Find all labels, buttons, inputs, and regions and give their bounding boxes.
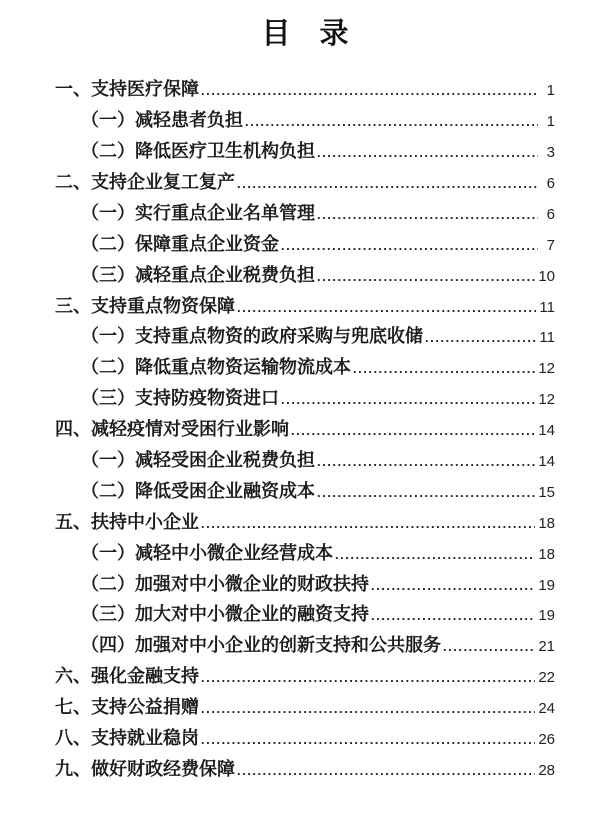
- dot-leader: [281, 238, 538, 253]
- toc-entry[interactable]: [55, 137, 555, 168]
- toc-entry-page: 6: [546, 205, 555, 223]
- toc-entry-page: 18: [538, 545, 555, 563]
- toc-entry[interactable]: [55, 755, 555, 786]
- toc-entry-label: （一）减轻患者负担: [81, 110, 243, 131]
- toc-entry-label: （三）减轻重点企业税费负担: [81, 264, 315, 285]
- toc-entry-page: 14: [538, 453, 555, 471]
- toc-entry[interactable]: [55, 199, 555, 230]
- toc-entry[interactable]: [55, 600, 555, 631]
- toc-entry-label: 一、支持医疗保障: [55, 79, 199, 100]
- dot-leader: [201, 83, 538, 98]
- toc-entry-page: 19: [538, 576, 555, 594]
- toc-entry[interactable]: [55, 353, 555, 384]
- toc-entry[interactable]: [55, 75, 555, 106]
- toc-entry-page: 12: [538, 360, 555, 378]
- toc-entry-page: 1: [546, 82, 555, 100]
- dot-leader: [317, 454, 535, 469]
- dot-leader: [353, 361, 535, 376]
- toc-entry-page: 26: [538, 731, 555, 749]
- toc-entry-page: 14: [538, 422, 555, 440]
- toc-entry[interactable]: [55, 477, 555, 508]
- toc-entry[interactable]: [55, 508, 555, 539]
- toc-entry-label: 八、支持就业稳岗: [55, 728, 199, 749]
- toc-entry[interactable]: [55, 106, 555, 137]
- toc-entry-label: （一）减轻受困企业税费负担: [81, 450, 315, 471]
- dot-leader: [245, 114, 538, 129]
- toc-entry-label: 七、支持公益捐赠: [55, 697, 199, 718]
- toc-entry-label: （三）加大对中小微企业的融资支持: [81, 604, 369, 625]
- dot-leader: [201, 701, 535, 716]
- toc-entry-page: 22: [538, 669, 555, 687]
- dot-leader: [371, 578, 535, 593]
- toc-entry-page: 19: [538, 607, 555, 625]
- toc-entry-label: 三、支持重点物资保障: [55, 295, 235, 316]
- dot-leader: [335, 547, 535, 562]
- toc-entry[interactable]: [55, 322, 555, 353]
- toc-entry-page: 24: [538, 700, 555, 718]
- dot-leader: [281, 392, 535, 407]
- toc-entry-label: （二）降低医疗卫生机构负担: [81, 141, 315, 162]
- toc-entry-label: （一）减轻中小微企业经营成本: [81, 542, 333, 563]
- dot-leader: [201, 732, 535, 747]
- dot-leader: [237, 300, 536, 315]
- toc-entry[interactable]: [55, 261, 555, 292]
- toc-entry-label: （二）保障重点企业资金: [81, 233, 279, 254]
- dot-leader: [317, 269, 535, 284]
- toc-entry[interactable]: [55, 168, 555, 199]
- dot-leader: [425, 330, 536, 345]
- toc-entry[interactable]: [55, 693, 555, 724]
- dot-leader: [237, 763, 535, 778]
- toc-entry[interactable]: [55, 724, 555, 755]
- page-title: 目 录: [261, 18, 349, 50]
- dot-leader: [443, 639, 535, 654]
- toc-entry-label: 二、支持企业复工复产: [55, 172, 235, 193]
- dot-leader: [317, 207, 538, 222]
- toc-list: [55, 75, 555, 785]
- toc-entry-label: 九、做好财政经费保障: [55, 758, 235, 779]
- toc-entry-label: （四）加强对中小企业的创新支持和公共服务: [81, 635, 441, 656]
- dot-leader: [317, 145, 538, 160]
- dot-leader: [371, 608, 535, 623]
- toc-entry-label: 四、减轻疫情对受困行业影响: [55, 419, 289, 440]
- toc-entry-label: （一）支持重点物资的政府采购与兜底收储: [81, 326, 423, 347]
- toc-entry-page: 21: [538, 638, 555, 656]
- toc-entry-page: 15: [538, 483, 555, 501]
- toc-entry-label: （二）加强对中小微企业的财政扶持: [81, 573, 369, 594]
- toc-entry[interactable]: [55, 292, 555, 323]
- toc-entry[interactable]: [55, 662, 555, 693]
- toc-entry-page: 11: [539, 298, 555, 316]
- toc-entry-page: 6: [546, 175, 555, 193]
- dot-leader: [317, 485, 535, 500]
- toc-entry[interactable]: [55, 539, 555, 570]
- toc-entry-page: 3: [546, 144, 555, 162]
- toc-entry-label: 六、强化金融支持: [55, 666, 199, 687]
- dot-leader: [201, 670, 535, 685]
- toc-entry-page: 28: [538, 761, 555, 779]
- toc-entry-label: 五、扶持中小企业: [55, 511, 199, 532]
- toc-entry-label: （三）支持防疫物资进口: [81, 388, 279, 409]
- toc-entry-page: 12: [538, 391, 555, 409]
- dot-leader: [201, 516, 535, 531]
- toc-entry[interactable]: [55, 570, 555, 601]
- toc-entry[interactable]: [55, 230, 555, 261]
- toc-entry[interactable]: [55, 446, 555, 477]
- toc-entry-label: （二）降低受困企业融资成本: [81, 480, 315, 501]
- toc-entry-page: 18: [538, 514, 555, 532]
- toc-entry[interactable]: [55, 415, 555, 446]
- toc-entry-page: 7: [546, 236, 555, 254]
- toc-entry-label: （二）降低重点物资运输物流成本: [81, 357, 351, 378]
- toc-entry-page: 1: [546, 113, 555, 131]
- toc-entry[interactable]: [55, 631, 555, 662]
- toc-entry-page: 10: [538, 267, 555, 285]
- toc-entry-page: 11: [539, 329, 555, 347]
- toc-entry[interactable]: [55, 384, 555, 415]
- dot-leader: [237, 176, 538, 191]
- toc-entry-label: （一）实行重点企业名单管理: [81, 202, 315, 223]
- dot-leader: [291, 423, 535, 438]
